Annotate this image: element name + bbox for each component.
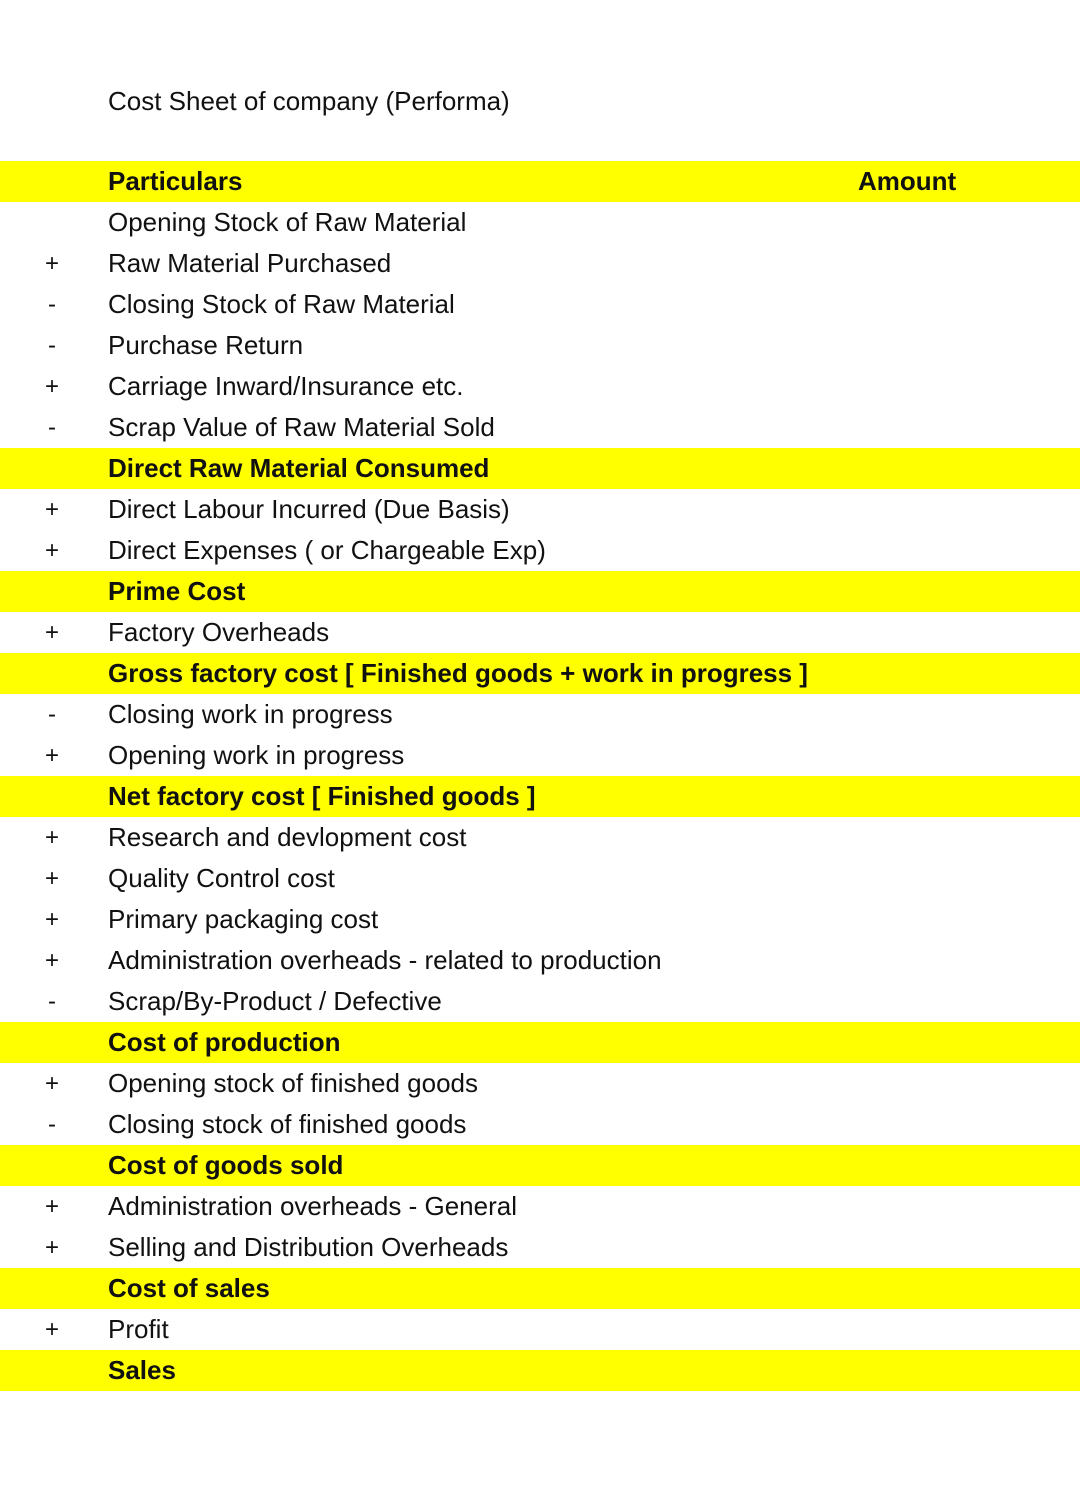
table-row	[0, 489, 1080, 530]
cost-sheet-table	[0, 161, 1080, 1391]
operator-sign: +	[44, 373, 59, 400]
operator-sign	[38, 653, 66, 694]
row-label: Raw Material Purchased	[108, 248, 392, 278]
operator-sign	[38, 776, 66, 817]
operator-sign: +	[44, 537, 59, 564]
table-row	[0, 284, 1080, 325]
table-row	[0, 612, 1080, 653]
subtotal-row	[0, 1350, 1080, 1391]
table-row	[0, 1104, 1080, 1145]
subtotal-row	[0, 571, 1080, 612]
table-row	[0, 1186, 1080, 1227]
row-label: Opening stock of finished goods	[108, 1068, 479, 1098]
operator-sign: -	[48, 291, 56, 318]
table-row	[0, 981, 1080, 1022]
operator-sign: +	[44, 1234, 59, 1261]
table-row	[0, 366, 1080, 407]
operator-sign: +	[44, 947, 59, 974]
operator-sign: +	[44, 865, 59, 892]
table-row	[0, 243, 1080, 284]
subtotal-label: Cost of production	[108, 1027, 341, 1057]
subtotal-label: Net factory cost [ Finished goods ]	[108, 781, 536, 811]
subtotal-row	[0, 1145, 1080, 1186]
subtotal-label: Prime Cost	[108, 576, 246, 606]
row-label: Selling and Distribution Overheads	[108, 1232, 509, 1262]
table-row	[0, 1309, 1080, 1350]
operator-sign: +	[44, 496, 59, 523]
subtotal-row	[0, 1022, 1080, 1063]
table-row	[0, 1227, 1080, 1268]
subtotal-row	[0, 776, 1080, 817]
operator-sign	[38, 1268, 66, 1309]
particulars-header: Particulars	[108, 166, 243, 196]
row-label: Closing stock of finished goods	[108, 1109, 467, 1139]
subtotal-row	[0, 448, 1080, 489]
table-row	[0, 899, 1080, 940]
table-row	[0, 940, 1080, 981]
page-title: Cost Sheet of company (Performa)	[108, 86, 510, 116]
row-label: Opening Stock of Raw Material	[108, 207, 467, 237]
operator-sign: +	[44, 824, 59, 851]
row-label: Carriage Inward/Insurance etc.	[108, 371, 464, 401]
operator-sign	[38, 448, 66, 489]
row-label: Closing Stock of Raw Material	[108, 289, 455, 319]
table-row	[0, 694, 1080, 735]
operator-sign: +	[44, 742, 59, 769]
operator-sign	[38, 1145, 66, 1186]
row-label: Direct Expenses ( or Chargeable Exp)	[108, 535, 546, 565]
row-label: Administration overheads - General	[108, 1191, 517, 1221]
operator-sign: +	[44, 1316, 59, 1343]
operator-sign	[38, 1350, 66, 1391]
table-row	[0, 817, 1080, 858]
operator-sign: +	[44, 619, 59, 646]
cost-sheet-rows	[0, 202, 1080, 1391]
operator-sign: -	[48, 988, 56, 1015]
operator-sign	[38, 1022, 66, 1063]
row-label: Direct Labour Incurred (Due Basis)	[108, 494, 510, 524]
subtotal-label: Cost of sales	[108, 1273, 270, 1303]
row-label: Profit	[108, 1314, 169, 1344]
subtotal-label: Direct Raw Material Consumed	[108, 453, 490, 483]
row-label: Research and devlopment cost	[108, 822, 467, 852]
table-row	[0, 407, 1080, 448]
row-label: Scrap Value of Raw Material Sold	[108, 412, 495, 442]
table-header-row	[0, 161, 1080, 202]
subtotal-label: Gross factory cost [ Finished goods + work in progress ]	[108, 658, 808, 688]
table-row	[0, 530, 1080, 571]
operator-sign: -	[48, 414, 56, 441]
operator-sign: +	[44, 1070, 59, 1097]
table-row	[0, 1063, 1080, 1104]
operator-sign: -	[48, 701, 56, 728]
subtotal-row	[0, 1268, 1080, 1309]
operator-sign: +	[44, 1193, 59, 1220]
subtotal-row	[0, 653, 1080, 694]
row-label: Purchase Return	[108, 330, 304, 360]
subtotal-label: Cost of goods sold	[108, 1150, 344, 1180]
amount-header: Amount	[858, 166, 957, 196]
table-row	[0, 735, 1080, 776]
row-label: Closing work in progress	[108, 699, 393, 729]
operator-sign	[38, 571, 66, 612]
row-label: Administration overheads - related to production	[108, 945, 662, 975]
subtotal-label: Sales	[108, 1355, 176, 1385]
table-row	[0, 858, 1080, 899]
operator-sign: +	[44, 250, 59, 277]
operator-sign: -	[48, 332, 56, 359]
row-label: Quality Control cost	[108, 863, 335, 893]
table-row	[0, 202, 1080, 243]
operator-sign: -	[48, 1111, 56, 1138]
row-label: Primary packaging cost	[108, 904, 379, 934]
operator-sign: +	[44, 906, 59, 933]
operator-sign	[38, 202, 66, 243]
row-label: Factory Overheads	[108, 617, 330, 647]
table-row	[0, 325, 1080, 366]
row-label: Scrap/By-Product / Defective	[108, 986, 442, 1016]
row-label: Opening work in progress	[108, 740, 405, 770]
